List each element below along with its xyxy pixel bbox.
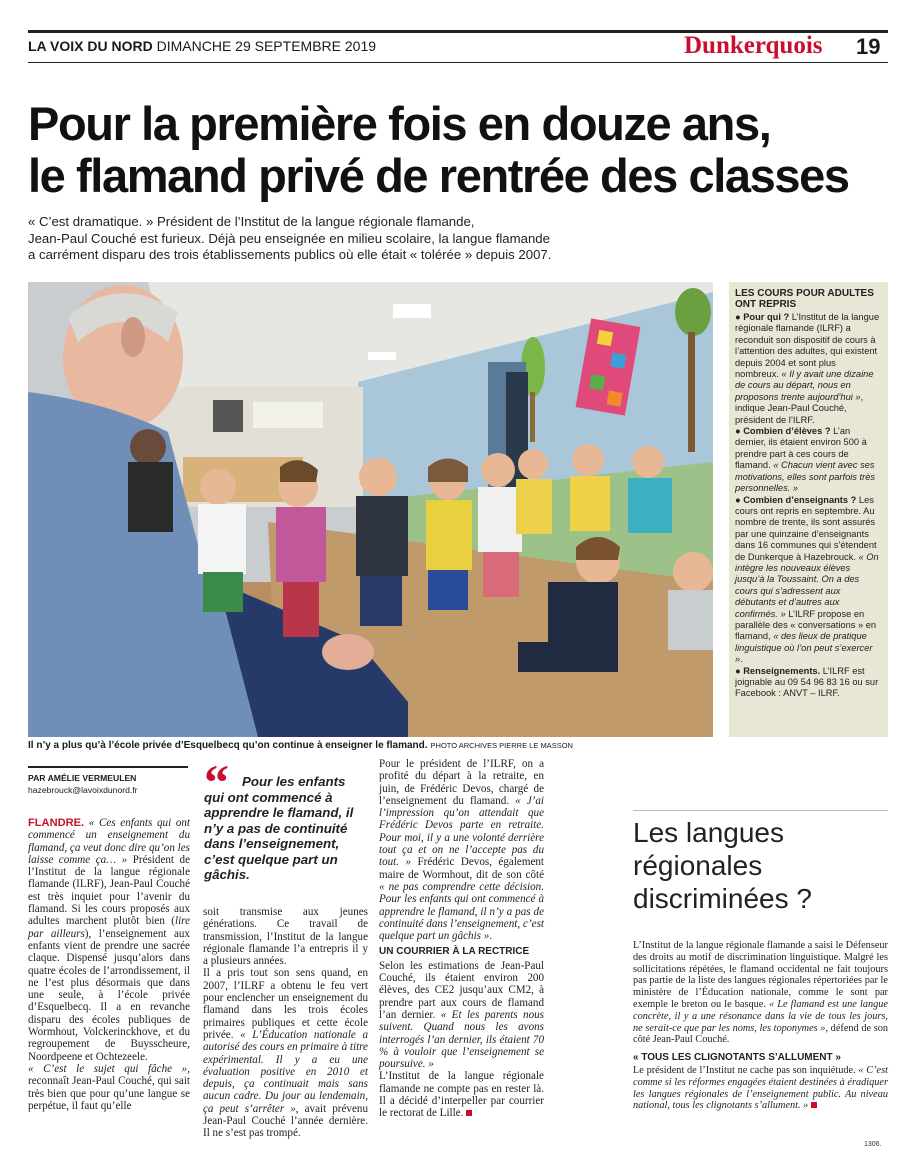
col1-aside: lire par ailleurs	[28, 915, 190, 940]
caption-text: Il n’y a plus qu’à l’école privée d’Esquelbecq qu’on continue à enseigner le flamand.	[28, 740, 428, 751]
col3-quote-2: « ne pas comprendre cette décision. Pour les enfants qui ont commencé à apprendre le flamand, il n’y a pas de continuité dans l’enseignement, c’est quelque part un gâchis »	[379, 880, 544, 943]
box-item-2	[735, 426, 882, 494]
article-column-2	[203, 906, 368, 1140]
box-a1-quote: « Il y avait une dizaine de cours au départ, nous en proposons trente aujourd’hui »	[735, 369, 874, 402]
headline-line-2: le flamand privé de rentrée des classes	[28, 149, 849, 202]
col3-quote-3: « Et les parents nous suivent. Quand nous les avons interrogés l’an dernier, ils étaient 70 % à vouloir que l’enseignement se poursuive. »	[379, 1008, 544, 1071]
col2-text-end: , avait prévenu Jean-Paul Couché l’année dernière. Il ne s’est pas trompé.	[203, 1102, 368, 1140]
col1-quote-2: « C’est le sujet qui fâche »	[28, 1062, 188, 1075]
col2-text: Il a pris tout son sens quand, en 2007, l’ILRF a obtenu le feu vert pour enclencher un enseignement du flamand dans les trois écoles primaires publiques et cette école privée.	[203, 967, 368, 1041]
box-q3: ● Combien d’enseignants ?	[735, 494, 857, 505]
col1-paragraph-2	[28, 1063, 190, 1112]
col3-paragraph-1	[379, 758, 544, 942]
chapo-line-1: « C’est dramatique. » Président de l’Institut de la langue régionale flamande,	[28, 214, 475, 229]
col3-text-b: Frédéric Devos, également maire de Wormhout, dit de son côté	[379, 856, 545, 881]
box-item-1	[735, 312, 882, 426]
box-a3-b: L’ILRF propose en parallèle des « conversations » en flamand,	[735, 608, 877, 642]
author: PAR AMÉLIE VERMEULEN	[28, 773, 137, 783]
author-email[interactable]: hazebrouck@lavoixdunord.fr	[28, 785, 138, 795]
col2-quote: « L’Éducation nationale a autorisé des cours en primaire à titre expérimental. Il y a eu une évaluation positive en 2010 et depuis, ça continuait mais sans aucun cadre. Du jour au lendemain, ça peut s’arrêter »	[203, 1028, 368, 1115]
end-mark-icon	[466, 1110, 472, 1116]
quote-mark-icon: “	[204, 754, 229, 810]
col3-paragraph-2	[379, 960, 544, 1071]
box-a3: Les cours ont repris en septembre. Au nombre de trente, ils sont assurés par une quinzaine d’enseignants dans 16 communes qui s’étendent de Dunkerque à Hazebrouck.	[735, 494, 877, 562]
box-q2: ● Combien d’élèves ?	[735, 426, 831, 437]
article-column-3	[379, 758, 544, 1120]
box-a2: L’an dernier, ils étaient environ 500 à prendre part à ces cours de flamand.	[735, 426, 867, 471]
side-quote: « Le flamand est une langue concrète, il y a une résonance dans la vie de tous les jours, ne serait-ce que par les noms, les toponymes »	[633, 998, 888, 1034]
side-article-rule	[633, 810, 888, 811]
side-text: L’Institut de la langue régionale flamande a saisi le Défenseur des droits au motif de discrimination linguistique. Malgré les sollicitations répétées, le flamand occidental ne fait toujours pas partie de la liste des langues régionales répertoriées par le ministère de l’Éducation nationale, comme le sont par exemple le breton ou le basque.	[633, 940, 888, 1010]
issue-date: DIMANCHE 29 SEPTEMBRE 2019	[156, 38, 377, 54]
box-a4: L’ILRF est joignable au 09 54 96 83 16 ou sur Facebook : ANVT – ILRF.	[735, 665, 879, 699]
classroom-photo	[28, 282, 713, 737]
headline-line-1: Pour la première fois en douze ans,	[28, 97, 771, 150]
side-paragraph-2	[633, 1065, 888, 1112]
box-q1: ● Pour qui ?	[735, 312, 790, 322]
kicker: FLANDRE.	[28, 817, 85, 829]
photo-credit: PHOTO ARCHIVES PIERRE LE MASSON	[430, 741, 573, 750]
box-a3-quote2: « des lieux de pratique linguistique où l’on peut s’exercer »	[735, 631, 873, 665]
side-text-2: Le président de l’Institut ne cache pas son inquiétude.	[633, 1064, 859, 1076]
side-article-title: Les langues régionales discriminées ?	[633, 817, 812, 914]
chapo-line-3: a carrément disparu des trois établissements publics où elle était « tolérée » depuis 2007.	[28, 247, 552, 262]
pull-quote: Pour les enfants qui ont commencé à apprendre le flamand, il n’y a pas de continuité dans l’enseignement, c’est quelque part un gâchis.	[204, 774, 354, 882]
section-title: Dunkerquois	[684, 32, 823, 59]
box-title: LES COURS POUR ADULTES ONT REPRIS	[735, 288, 874, 310]
adult-courses-box	[729, 282, 888, 737]
paper-name: LA VOIX DU NORD	[28, 38, 153, 54]
col3-text-2: Selon les estimations de Jean-Paul Couché, ils étaient environ 200 élèves, des CE2 jusqu’aux CM2, à prendre part aux cours de flamand l’an dernier.	[379, 959, 544, 1021]
headline	[28, 98, 898, 202]
col3-text-end: .	[489, 930, 493, 943]
col2-paragraph-1: soit transmise aux jeunes générations. Ce travail de transmission, l’Institut de la langue régionale flamande l’a entrepris il y a plusieurs années.	[203, 906, 368, 968]
chapo	[28, 214, 628, 264]
classroom-photo-illustration	[28, 282, 713, 737]
box-q4: ● Renseignements.	[735, 665, 821, 676]
col2-paragraph-2	[203, 967, 368, 1139]
chapo-line-2: Jean-Paul Couché est furieux. Déjà peu enseignée en milieu scolaire, la langue flamande	[28, 230, 550, 246]
image-number: 1306.	[864, 1141, 882, 1148]
article-column-1	[28, 817, 190, 1112]
col1-quote: « Ces enfants qui ont commencé un enseignement du flamand, ça veut donc dire qu’on les laisse comme ça… »	[28, 817, 190, 866]
col1-text: Président de l’Institut de la langue régionale flamande (ILRF), Jean-Paul Couché est très inquiet pour l’avenir du flamand. Si les cours proposés aux adultes marchent plutôt bien (	[28, 853, 190, 928]
side-quote-2: « C’est comme si les réformes engagées étaient destinées à éradiquer les langues régionales de l’enseignement public. Au niveau national, tous les clignotants s’allument. »	[633, 1064, 888, 1112]
box-a2-quote: « Chacun vient avec ses motivations, elles sont parfois très personnelles. »	[735, 460, 876, 494]
side-text-end: , défend de son côté Jean-Paul Couché.	[633, 1022, 888, 1046]
header-rule	[28, 62, 888, 63]
box-a3-end: .	[740, 654, 743, 665]
col1-text-2: , reconnaît Jean-Paul Couché, qui sait très bien que pour qu’une langue se perpétue, il faut qu’elle	[28, 1062, 190, 1112]
page-number: 19	[856, 34, 881, 59]
side-end-mark-icon	[811, 1102, 817, 1108]
col3-paragraph-3	[379, 1070, 544, 1119]
col1-paragraph-1	[28, 817, 190, 1063]
col1-text-end: ), l’enseignement aux enfants vient de prendre une sacrée claque. Dispensé jusqu’alors dans quatre écoles de l’arrondissement, il ne l’est plus désormais que dans une seule, à l’école privée d’Esquelbecq. Il a en revanche disparu des écoles publiques de Wormhout, Volckerinckhove, et du regroupement de Buysscheure, Noordpeene et Ochtezeele.	[28, 927, 190, 1063]
photo-caption	[28, 740, 573, 751]
col3-text-3: L’Institut de la langue régionale flamande ne compte pas en rester là. Il a décidé d’interpeller par courrier le rectorat de Lille.	[379, 1070, 544, 1120]
box-item-4	[735, 666, 882, 700]
side-paragraph-1	[633, 940, 888, 1046]
byline	[28, 772, 138, 796]
box-item-3	[735, 495, 882, 666]
col3-quote: « J’ai l’impression qu’on attendait que Frédéric Devos parte en retraite. Pour moi, il y a une volonté derrière tout ça et on ne l’accepte pas du tout. »	[379, 794, 544, 869]
box-a1-end: , indique Jean-Paul Couché, président de l’ILRF.	[735, 391, 864, 425]
side-article-body	[633, 940, 888, 1112]
col3-text: Pour le président de l’ILRF, on a profité du départ à la retraite, en juin, de Frédéric Devos, chargé de l’enseignement du flamand.	[379, 758, 544, 807]
byline-rule	[28, 766, 188, 768]
masthead	[28, 38, 376, 54]
col3-subhead: UN COURRIER À LA RECTRICE	[379, 946, 530, 958]
box-a3-quote: « On intègre les nouveaux élèves jusqu’à la Toussaint. On a des cours qui s’adressent aux débutants et d’autres aux confirmés. »	[735, 551, 879, 619]
box-a1: L’Institut de la langue régionale flamande (ILRF) a reconduit son dispositif de cours à l’attention des adultes, qui existent depuis 2004 et sont plus nombreux.	[735, 312, 880, 380]
side-subhead: « TOUS LES CLIGNOTANTS S’ALLUMENT »	[633, 1052, 841, 1064]
